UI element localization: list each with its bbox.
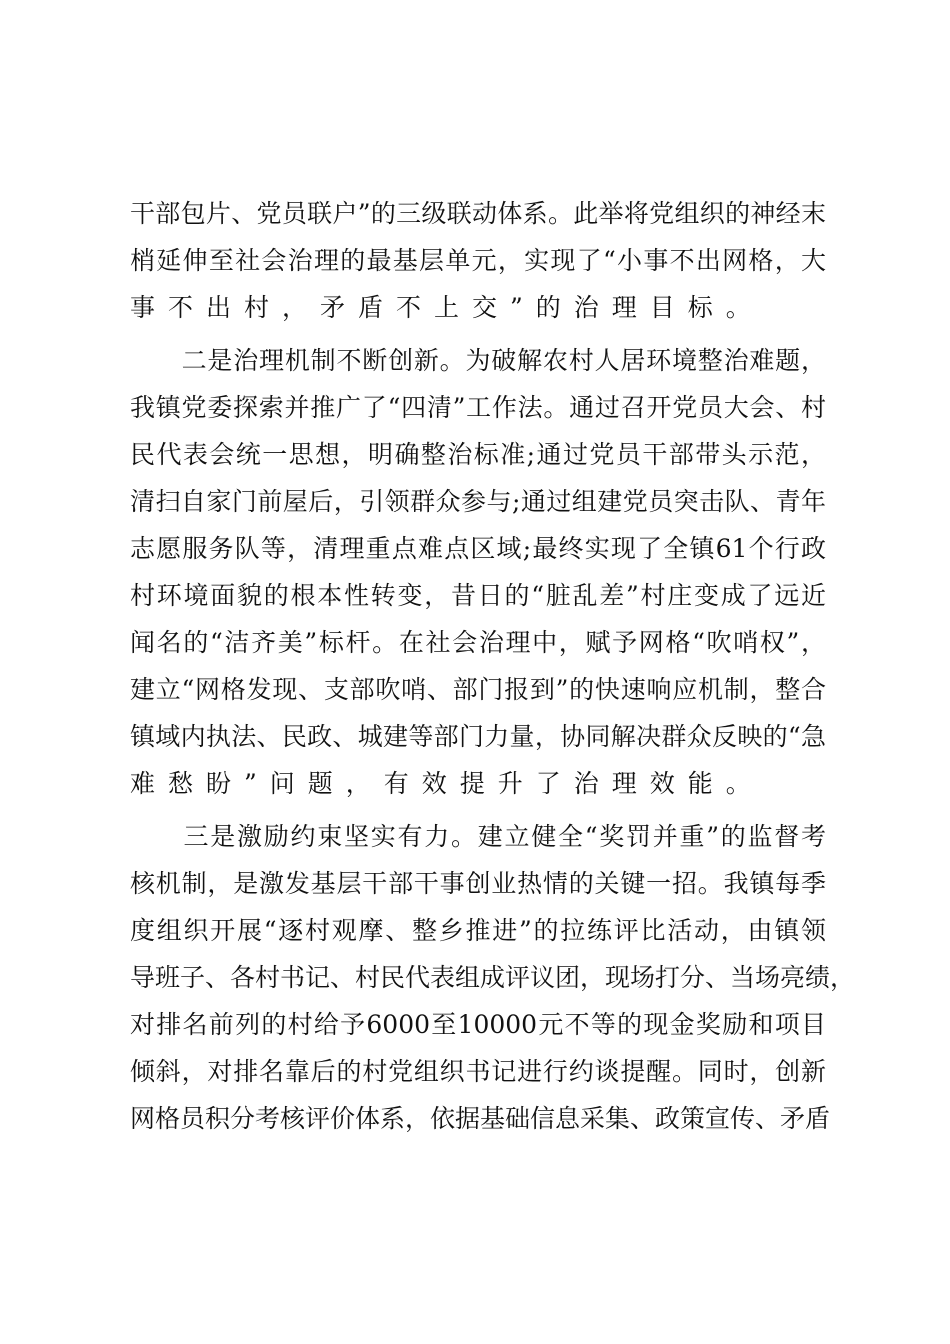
text-line: 核机制，是激发基层干部干事创业热情的关键一招。我镇每季	[130, 869, 826, 898]
text-line: 度组织开展“逐村观摩、整乡推进”的拉练评比活动，由镇领	[130, 916, 826, 945]
text-line: 梢延伸至社会治理的最基层单元，实现了“小事不出网格，大	[130, 246, 826, 275]
text-line: 我镇党委探索并推广了“四清”工作法。通过召开党员大会、村	[130, 393, 826, 422]
text-line: 二是治理机制不断创新。为破解农村人居环境整治难题，	[130, 346, 826, 375]
document-page	[130, 197, 856, 1155]
text-line: 对排名前列的村给予6000至10000元不等的现金奖励和项目	[130, 1010, 826, 1039]
text-line: 倾斜，对排名靠后的村党组织书记进行约谈提醒。同时，创新	[130, 1057, 826, 1086]
paragraph-governance-mechanism	[130, 344, 830, 814]
text-line: 事不出村，矛盾不上交”的治理目标。	[130, 293, 764, 322]
text-line: 闻名的“洁齐美”标杆。在社会治理中，赋予网格“吹哨权”，	[130, 628, 826, 657]
paragraph-incentive-constraint	[130, 820, 856, 1149]
text-line: 建立“网格发现、支部吹哨、部门报到”的快速响应机制，整合	[130, 675, 826, 704]
text-line: 镇域内执法、民政、城建等部门力量，协同解决群众反映的“急	[130, 722, 826, 751]
text-line: 民代表会统一思想，明确整治标准;通过党员干部带头示范，	[130, 440, 826, 469]
text-line: 网格员积分考核评价体系，依据基础信息采集、政策宣传、矛盾	[130, 1104, 831, 1133]
text-line: 志愿服务队等，清理重点难点区域;最终实现了全镇61个行政	[130, 534, 826, 563]
text-line: 村环境面貌的根本性转变，昔日的“脏乱差”村庄变成了远近	[130, 581, 826, 610]
text-line: 难愁盼”问题，有效提升了治理效能。	[130, 769, 764, 798]
text-line: 三是激励约束坚实有力。建立健全“奖罚并重”的监督考	[130, 822, 826, 851]
text-line: 干部包片、党员联户”的三级联动体系。此举将党组织的神经末	[130, 199, 826, 228]
paragraph-grid-system	[130, 197, 830, 338]
text-line: 导班子、各村书记、村民代表组成评议团，现场打分、当场亮绩，	[130, 963, 856, 992]
text-line: 清扫自家门前屋后，引领群众参与;通过组建党员突击队、青年	[130, 487, 826, 516]
